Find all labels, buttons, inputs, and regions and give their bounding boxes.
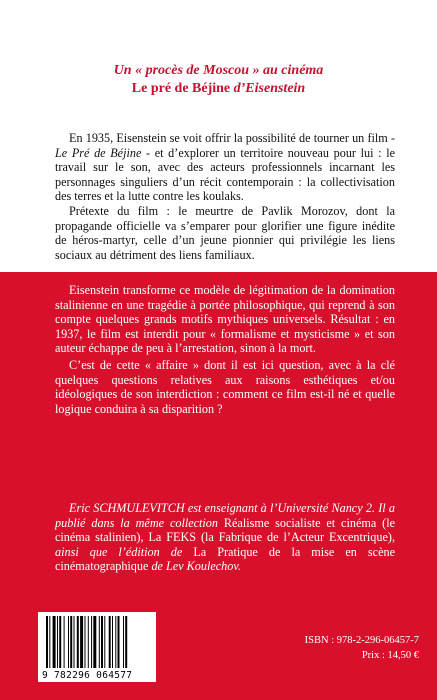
barcode-bar <box>46 616 48 668</box>
bio-part-2: ainsi que l’édition de <box>55 544 194 559</box>
barcode-bars <box>46 616 148 668</box>
barcode-number: 9 782296 064577 <box>42 670 133 681</box>
barcode-bar <box>125 616 127 668</box>
book-title-line1: Un « procès de Moscou » au cinéma <box>113 63 324 78</box>
barcode-bar <box>70 616 72 668</box>
bio-title-2: La Pratique de la mise en scène cinématographique <box>55 544 395 574</box>
synopsis-paragraph-3: Eisenstein transforme ce modèle de légitimation de la domination stalinienne en une tragédie à portée philosophique, qui reprend à son compte quelques grands motifs mythiques universels. Résultat : en 1937, le film est interdit pour « formalisme et mysticisme » et son auteur échappe de peu à l’arrestation, sinon à la mort. <box>55 283 395 356</box>
synopsis-bottom <box>55 283 395 416</box>
barcode-bar <box>85 616 86 668</box>
barcode-bar <box>77 616 79 668</box>
barcode-bar <box>91 616 92 668</box>
book-title-line2 <box>0 80 437 98</box>
title-main: Le pré de Béjine <box>131 81 234 96</box>
barcode-bar <box>101 616 103 668</box>
barcode-bar <box>109 616 111 668</box>
barcode-bar <box>104 616 105 668</box>
barcode-bar <box>118 616 120 668</box>
author-bio <box>55 501 395 574</box>
barcode-bar <box>115 616 116 668</box>
barcode-bar <box>93 616 96 668</box>
bio-title-1: Réalisme socialiste et cinéma (le cinéma stalinien), La FEKS (la Fabrique de l’Acteur Excentrique), <box>55 515 395 545</box>
barcode-bar <box>53 616 56 668</box>
bio-part-1: Eric SCHMULEVITCH est enseignant à l’Université Nancy 2. Il a publié dans la même collection <box>55 501 395 530</box>
barcode-bar <box>57 616 58 668</box>
synopsis-paragraph-2: Prétexte du film : le meurtre de Pavlik Morozov, dont la propagande officielle va s’emparer pour glorifier une figure inédite de héros-martyr, celle d’un jeune pionnier qui privilégie les liens sociaux au détriment des liens familiaux. <box>55 203 395 262</box>
barcode-bar <box>59 616 61 668</box>
barcode-bar <box>49 616 50 668</box>
synopsis-paragraph-1: En 1935, Eisenstein se voit offrir la possibilité de tourner un film - Le Pré de Béjine - et d’explorer un territoire nouveau pour lui : le travail sur le son, avec des acteurs professionnels incarnant les personnages singuliers d’un récit contemporain : la collectivisation des terres et la lutte contre les koulaks. <box>55 131 395 204</box>
barcode <box>38 612 156 682</box>
price-text: Prix : 14,50 € <box>361 650 419 661</box>
barcode-bar <box>99 616 100 668</box>
synopsis-top <box>55 131 395 262</box>
synopsis-paragraph-4: C’est de cette « affaire » dont il est ici question, avec à la clé quelques questions relatives aux raisons esthétiques et/ou idéologiques de son interdiction : comment ce film est-il né et quelle logique conduira à sa disparition ? <box>55 357 395 416</box>
barcode-bar <box>68 616 69 668</box>
barcode-bar <box>88 616 89 668</box>
isbn-text: ISBN : 978-2-296-06457-7 <box>304 635 419 646</box>
barcode-bar <box>64 616 65 668</box>
barcode-bar <box>74 616 75 668</box>
barcode-bar <box>112 616 113 668</box>
title-italic: d’Eisenstein <box>233 81 306 96</box>
barcode-bar <box>123 616 124 668</box>
bio-part-3: de Lev Koulechov. <box>151 559 241 574</box>
barcode-bar <box>80 616 83 668</box>
isbn-block <box>305 633 419 663</box>
